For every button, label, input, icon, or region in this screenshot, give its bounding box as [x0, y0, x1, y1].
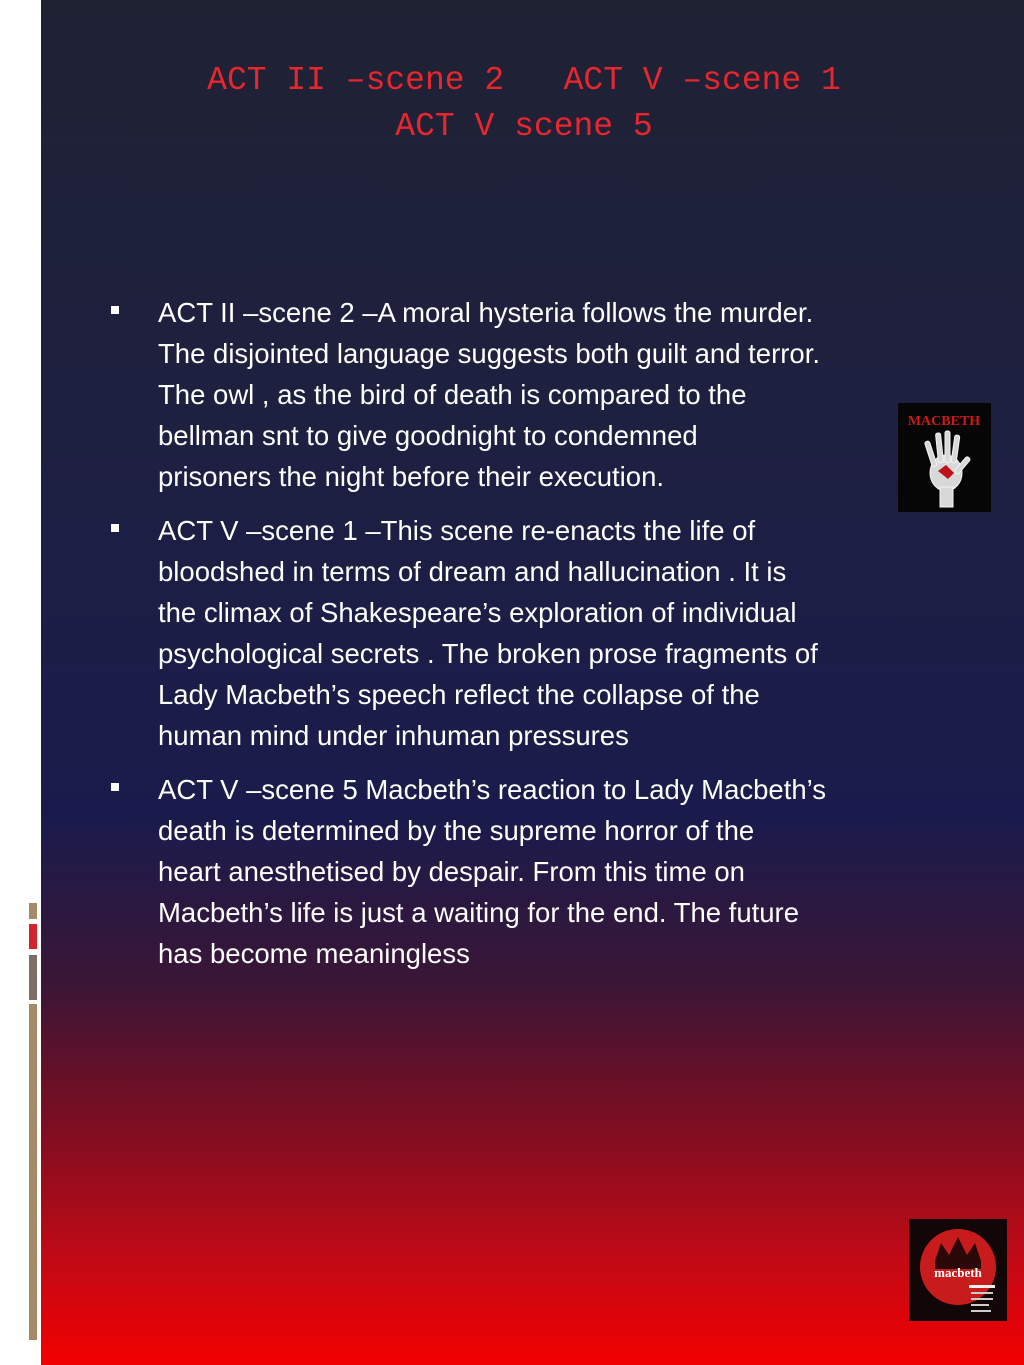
- svg-text:macbeth: macbeth: [934, 1265, 982, 1280]
- bullet-list: [105, 292, 935, 987]
- text-line: The disjointed language suggests both guilt and terror.: [158, 338, 820, 369]
- square-bullet-icon: [111, 524, 119, 532]
- square-bullet-icon: [111, 783, 119, 791]
- bullet-text: [158, 292, 935, 497]
- bullet-text: [158, 769, 935, 974]
- text-line: ACT V –scene 1 –This scene re-enacts the life of: [158, 515, 756, 546]
- text-line: psychological secrets . The broken prose fragments of: [158, 638, 818, 669]
- text-line: bloodshed in terms of dream and hallucination . It is: [158, 556, 787, 587]
- text-line: prisoners the night before their execution.: [158, 461, 664, 492]
- text-line: has become meaningless: [158, 938, 470, 969]
- text-line: heart anesthetised by despair. From this time on: [158, 856, 745, 887]
- text-line: the climax of Shakespeare’s exploration of individual: [158, 597, 797, 628]
- crown-poster-icon: [909, 1219, 1007, 1321]
- bullet-item-act5-scene5: [105, 769, 935, 974]
- hand-poster-icon: [898, 403, 991, 512]
- slide-title: [41, 58, 1007, 150]
- square-bullet-icon: [111, 306, 119, 314]
- text-line: The owl , as the bird of death is compared to the: [158, 379, 747, 410]
- bullet-text: [158, 510, 935, 756]
- text-line: Macbeth’s life is just a waiting for the end. The future: [158, 897, 799, 928]
- svg-text:MACBETH: MACBETH: [907, 414, 981, 429]
- macbeth-hand-poster-image: [898, 403, 991, 512]
- text-line: ACT II –scene 2 –A moral hysteria follows the murder.: [158, 297, 814, 328]
- bullet-item-act5-scene1: [105, 510, 935, 756]
- text-line: death is determined by the supreme horror of the: [158, 815, 755, 846]
- macbeth-crown-poster-image: [909, 1219, 1007, 1321]
- text-line: Lady Macbeth’s speech reflect the collapse of the: [158, 679, 760, 710]
- text-line: bellman snt to give goodnight to condemned: [158, 420, 698, 451]
- title-line-2: ACT V scene 5: [395, 108, 653, 145]
- text-line: human mind under inhuman pressures: [158, 720, 629, 751]
- title-line-1: ACT II –scene 2 ACT V –scene 1: [207, 62, 841, 99]
- bullet-item-act2-scene2: [105, 292, 935, 497]
- text-line: ACT V –scene 5 Macbeth’s reaction to Lady Macbeth’s: [158, 774, 827, 805]
